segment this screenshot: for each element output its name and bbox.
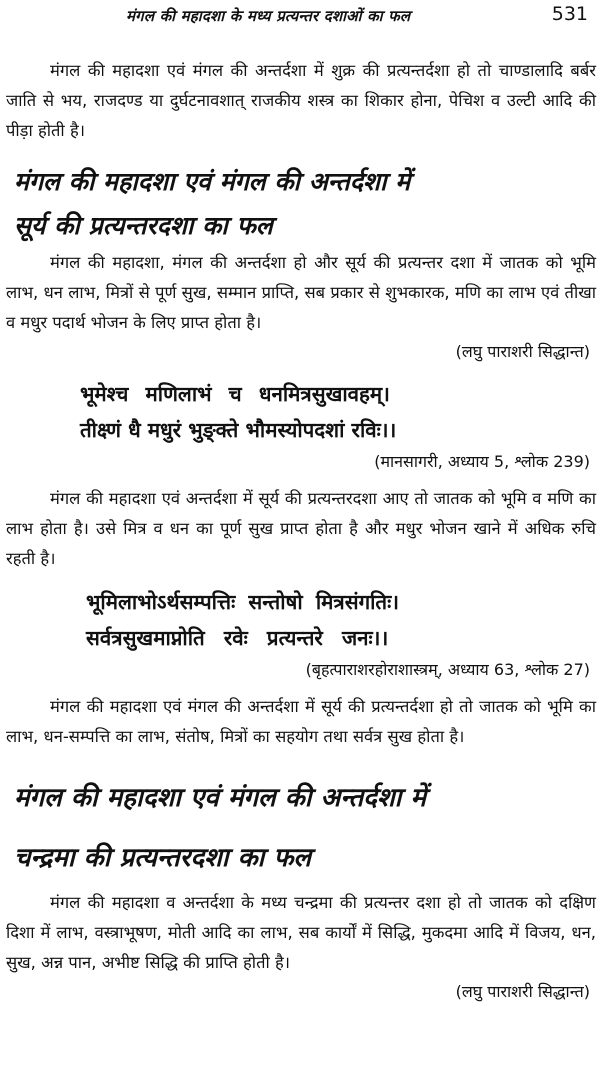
section-heading-sun-line2: सूर्य की प्रत्यन्तरदशा का फल [14,211,273,240]
source-citation: (मानसागरी, अध्याय 5, श्लोक 239) [374,452,590,471]
sanskrit-verse-1 [6,376,596,448]
paragraph-venus-effect: मंगल की महादशा एवं मंगल की अन्तर्दशा में शुक्र की प्रत्यन्तर्दशा हो तो चाण्डालादि बर्बर जाति से भय, राजदण्ड या दुर्घटनावशात् राजकीय शस्त्र का शिकार होना, पेचिश व उल्टी आदि की पीड़ा होती है। [6,61,596,140]
source-citation: (बृहत्पाराशरहोराशास्त्रम्, अध्याय 63, श्लोक 27) [305,660,590,679]
section-heading-sun-line1: मंगल की महादशा एवं मंगल की अन्तर्दशा में [14,167,411,196]
verse-line: तीक्ष्णं धै मधुरं भुङ्क्ते भौमस्योपदशां रविः।। [80,418,397,442]
paragraph-sun-effect-3: मंगल की महादशा एवं मंगल की अन्तर्दशा में सूर्य की प्रत्यन्तर्दशा हो तो जातक को भूमि का लाभ, धन-सम्पत्ति का लाभ, संतोष, मित्रों का सहयोग तथा सर्वत्र सुख होता है। [6,697,596,746]
verse-line: भूमेश्च मणिलाभं च धनमित्रसुखावहम्। [80,382,390,406]
verse-line: भूमिलाभोऽर्थसम्पत्तिः सन्तोषो मित्रसंगतिः। [86,590,400,614]
sanskrit-verse-2 [6,584,596,656]
section-heading-moon [6,768,596,888]
paragraph-sun-effect-2: मंगल की महादशा एवं अन्तर्दशा में सूर्य की प्रत्यन्तरदशा आए तो जातक को भूमि व मणि का लाभ होता है। उसे मित्र व धन का पूर्ण सुख प्राप्त होता है और मधुर भोजन खाने में अधिक रुचि रहती है। [6,489,596,568]
paragraph-sun-effect: मंगल की महादशा, मंगल की अन्तर्दशा हो और सूर्य की प्रत्यन्तर दशा में जातक को भूमि लाभ, धन लाभ, मित्रों से पूर्ण सुख, सम्मान प्राप्ति, सब प्रकार से शुभकारक, मणि का लाभ एवं तीखा व मधुर पदार्थ भोजन के लिए प्राप्त होता है। [6,253,596,332]
section-heading-sun [6,160,596,248]
source-citation: (लघु पाराशरी सिद्धान्त) [455,982,590,1001]
section-heading-moon-line1: मंगल की महादशा एवं मंगल की अन्तर्दशा में [14,783,426,813]
paragraph-moon-effect: मंगल की महादशा व अन्तर्दशा के मध्य चन्द्रमा की प्रत्यन्तर दशा हो तो जातक को दक्षिण दिशा में लाभ, वस्त्राभूषण, मोती आदि का लाभ, सब कार्यों में सिद्धि, मुकदमा आदि में विजय, धन, सुख, अन्न पान, अभीष्ट सिद्धि की प्राप्ति होती है। [6,893,596,972]
section-heading-moon-line2: चन्द्रमा की प्रत्यन्तरदशा का फल [14,843,312,873]
verse-line: सर्वत्रसुखमाप्नोति रवेः प्रत्यन्तरे जनः।। [86,626,389,650]
running-title: मंगल की महादशा के मध्य प्रत्यन्तर दशाओं का फल [126,7,411,25]
page-number: 531 [551,3,588,25]
running-header [6,0,596,36]
source-citation: (लघु पाराशरी सिद्धान्त) [455,342,590,361]
